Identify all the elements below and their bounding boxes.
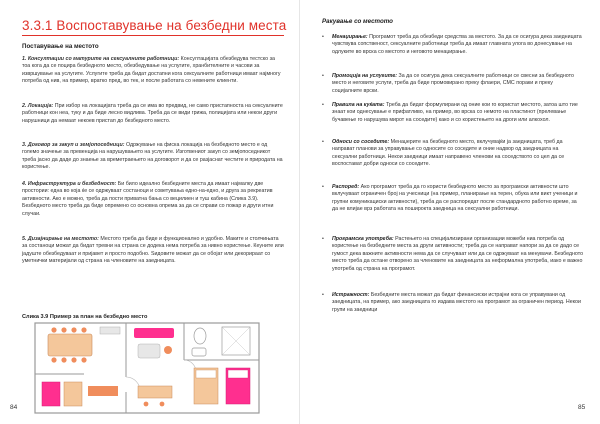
section-heading: Поставување на местото <box>22 43 99 50</box>
bullet-term: Промоција на услугите: <box>332 73 398 79</box>
paragraph-5 <box>22 236 284 266</box>
bullet-term: Односи со соседите: <box>332 139 390 145</box>
paragraph-1 <box>22 56 284 86</box>
paragraph-text: Местото треба да биде и функционално и удобно. Маките и столчињата за состаноци можат да бидат тревни на страна се додека нема потреба за нивно користење. Кеуните или јадуште обезбедуваат и пријавет и просто подобно. Ѕидовите можат да се обојат или декорираат со уметнички материјали од страна на членовите на заедницата. <box>22 236 284 265</box>
page-title: 3.3.1 Воспоставување на безбедни места <box>22 18 287 33</box>
bullet-icon: • <box>322 73 324 79</box>
paragraph-lead: 2. Локација: <box>22 103 54 109</box>
paragraph-lead: 4. Инфраструктура и безбедност: <box>22 181 117 187</box>
bullet-item <box>322 236 584 273</box>
bullet-text: Програмот треба да обезбеди средства за местото. За да се осигура дека заедницата чувствува сопственост, сексуалните работници треба да имаат главната улога во донесување на одлуките во врска со местото и неговото менаџирање. <box>332 34 582 55</box>
bullet-term: Истражност: <box>332 292 370 298</box>
floor-plan-illustration <box>34 322 260 414</box>
paragraph-text: Консултацијата обезбедува тестско за тоа кога да се поцира безбедното место, обезбедување на услугите, хранбителните и часови за извршување на услугите. Услугите треба да бидат достапни кога сексуалните работници имаат најмногу потреба од нив, на пример, вратко пред, во тек, и после работата со невените клиенти. <box>22 56 281 85</box>
bullet-item <box>322 292 584 314</box>
bullet-text: Треба да бидат формулирани од оние кои го користат местото, затоа што тие знаат кои однесување е прифатливо, на пример, во врска со немото на пластинот (прелевање бучавење го нарушува мирот на соседите) како и со користењето на дроги или алкохол. <box>332 102 578 123</box>
bullet-term: Распоред: <box>332 184 360 190</box>
bullet-item <box>322 34 584 56</box>
bullet-icon: • <box>322 34 324 40</box>
bullet-item <box>322 184 584 214</box>
paragraph-lead: 1. Консултации со матурите на сексуалните работници: <box>22 56 180 62</box>
figure-caption: Слика 3.9 Пример за план на безбедно место <box>22 314 148 320</box>
paragraph-4 <box>22 181 284 218</box>
bullet-text: Менаџерите на безбедното место, вклучувајќи ја заедницата, треб да направат планови за управување со односите со соседите и оние надвор од заедницата на сексуални работници. Некои заедници имаат направено членови на соседството со цел да се воспостават добри односи со соседите. <box>332 139 565 168</box>
bullet-icon: • <box>322 184 324 190</box>
paragraph-lead: 3. Договор за закуп и земјопоседници: <box>22 142 125 148</box>
bullet-term: Програмска употреба: <box>332 236 394 242</box>
bullet-text: За да се осигура дека сексуалните работници се свесни за безбедното место и неговите услуги, треба да биде промовирано преку флаери, СМС пораки и преку социјалните врски. <box>332 73 574 94</box>
bullet-text: Растењето на специјализирани организации можеби ниа потреба од користење на безбедните места за други активности; треба да се направат напори за да се дадо се гумост дека важните активности нема да се случуваат или да се одржуваат на менувачи. Безбедното место треба да остане отворено за членовите на заедницата за неформална употреба, иако е важно употреба од страна на програмот. <box>332 236 584 272</box>
bullet-icon: • <box>322 102 324 108</box>
bullet-text: Ако програмот треба да го користи безбедното место за програмски активности што вклучуваат ограничен број на учесници (на пример, планирање на терен, обука или викт ученици и групни комуникациски активности), треба да се распоредат после стандардното работно време, за да не влијае врз работата на поширокта заедница на сексуални работници. <box>332 184 578 213</box>
bullet-term: Правила на куќата: <box>332 102 385 108</box>
page-number-right: 85 <box>578 404 586 411</box>
bullet-item <box>322 102 584 124</box>
paragraph-lead: 5. Дизајнирање на местото: <box>22 236 99 242</box>
paragraph-3 <box>22 142 284 172</box>
paragraph-text: Би било идеално безбедните места да имаат најмалку две простории: една во која ќе се одржуваат состаноци и советувања едно-на-едно, и друга за рекреатив активности. Ако е можно, треба да пости приватна бања со вецилиен и туш кабина (Слика 3.9). Безбедното место треба да биде опремено со основна опрема за да се справи со пожар и други итни случаи. <box>22 181 274 217</box>
paragraph-text: При избор на локацијата треба да се има во предвид, не само пристапноста на сексуалните работници кон неа, туку и да биде лесно видлива. Треба да се види грижа, полицијата или некои други нарушници да немаат некоев пристап до безбедното место. <box>22 103 283 124</box>
bullet-term: Менаџирање: <box>332 34 368 40</box>
title-rule <box>22 35 284 36</box>
bullet-icon: • <box>322 139 324 145</box>
bullet-icon: • <box>322 236 324 242</box>
paragraph-2 <box>22 103 284 125</box>
bullet-text: Безбедните места можат да бидат финансиски истрајни кога се управувани од заедницата, на пример, ако заедницата го издава местото на програмот за ограничен период. Некои групи на заедници <box>332 292 581 313</box>
bullet-item <box>322 139 584 169</box>
paragraph-text: Одржување на фиска локација на безбедното место е од големо значење за превенција на нарушувањето на услугите. Изготвениот закуп со земјопоседникот треба јасно да даде до знаење за времетраењето на договорот и да се разјаснат честите и природата на користење. <box>22 142 283 171</box>
page-number-left: 84 <box>10 404 18 411</box>
bullet-icon: • <box>322 292 324 298</box>
right-section-heading: Ракување со местото <box>322 18 393 25</box>
bullet-item <box>322 73 584 95</box>
